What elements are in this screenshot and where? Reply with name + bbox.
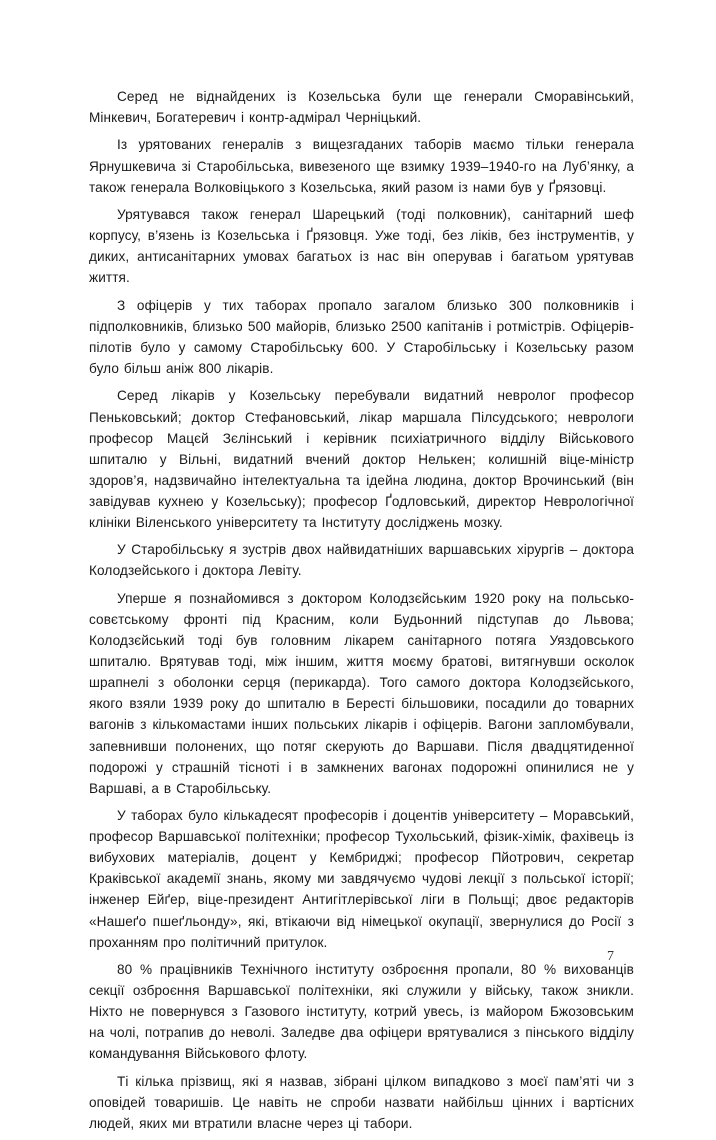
paragraph-3: Урятувався також генерал Шарецький (тоді полковник), санітарний шеф корпусу, в’язень із Козельська і Ґрязовця. Уже тоді, без ліків, без інструментів, у диких, антисанітарних умовах багатьох із нас він оперував і багатьом урятував життя. [89,207,634,286]
body-text [89,86,634,1140]
paragraph-6: У Старобільську я зустрів двох найвидатніших варшавських хірургів – доктора Колодзейського і доктора Левіту. [89,542,634,579]
paragraph-9: 80 % працівників Технічного інституту озброєння пропали, 80 % вихованців секції озброєння Варшавської політехніки, які служили у війську, також зникли. Ніхто не повернувся з Газового інституту, котрий увесь, із майором Бжозовським на чолі, потрапив до неволі. Заледве два офіцери врятувалися з пінського відділу командування Військового флоту. [89,962,634,1062]
paragraph-7: Уперше я познайомився з доктором Колодзєйським 1920 року на польсько-совєтському фронті під Красним, коли Будьонний підступав до Львова; Колодзєйський тоді був головним лікарем санітарного потяга Уяздовського шпиталю. Врятував тоді, між іншим, життя моєму братові, витягнувши осколок шрапнелі з оболонки серця (перикарда). Того самого доктора Колодзєйського, якого взяли 1939 року до шпиталю в Берeсті більшовики, посадили до товарних вагонів з кількомастами інших польських лікарів і офіцерів. Вагони запломбували, запевнивши полонених, що потяг скерують до Варшави. Після двадцятиденної подорожі у страшній тісноті і в замкнених вагонах подорожні опинилися не у Варшаві, а в Старобільську. [89,590,634,796]
page-number: 7 [607,949,614,964]
paragraph-1: Серед не віднайдених із Козельська були ще генерали Сморавінський, Мінкевич, Богатеревич і контр-адмірал Черніцький. [89,89,634,126]
paragraph-8: У таборах було кількадесят професорів і доцентів університету – Моравський, професор Варшавської політехніки; професор Тухольський, фізик-хімік, фахівець із вибухових матеріалів, доцент у Кембриджі; професор Пйотрович, секретар Краківської академії знань, якому ми завдячуємо чудові лекції з польської історії; інженер Ейґер, віце-президент Антигітлерівської ліги в Польщі; двоє редакторів «Нашеґо пшеґльонду», які, втікаючи від німецької окупації, звернулися до Росії з проханням про політичний притулок. [89,808,634,950]
paragraph-4: З офіцерів у тих таборах пропало загалом близько 300 полковників і підполковників, близько 500 майорів, близько 2500 капітанів і ротмістрів. Офіцерів-пілотів було у самому Старобільську 600. У Старобільську і Козельську разом було більш аніж 800 лікарів. [89,297,634,377]
paragraph-2: Із урятованих генералів з вищезгаданих таборів маємо тільки генерала Ярнушкевича зі Старобільська, вивезеного ще взимку 1939–1940-го на Луб’янку, а також генерала Волковіцького з Козельська, який разом із нами був у Ґрязовці. [89,137,634,195]
paragraph-10: Ті кілька прізвищ, які я назвав, зібрані цілком випадково з моєї пам’яті чи з оповідей товаришів. Це навіть не спроби назвати найбільш цінних і вартісних людей, яких ми втратили власне через ці табори. [89,1073,634,1131]
paragraph-5: Серед лікарів у Козельську перебували видатний невролог професор Пеньковський; доктор Стефановський, лікар маршала Пілсудського; неврологи професор Мацєй Зєлінський і керівник психіатричного відділу Військового шпиталю у Вільні, видатний вчений доктор Нелькен; колишній віце-міністр здоров’я, надзвичайно інтелектуальна та ідейна людина, доктор Врочинський (він завідував кухнею у Козельську); професор Ґодловський, директор Неврологічної клініки Віленського університету та Інституту досліджень мозку. [89,388,634,530]
